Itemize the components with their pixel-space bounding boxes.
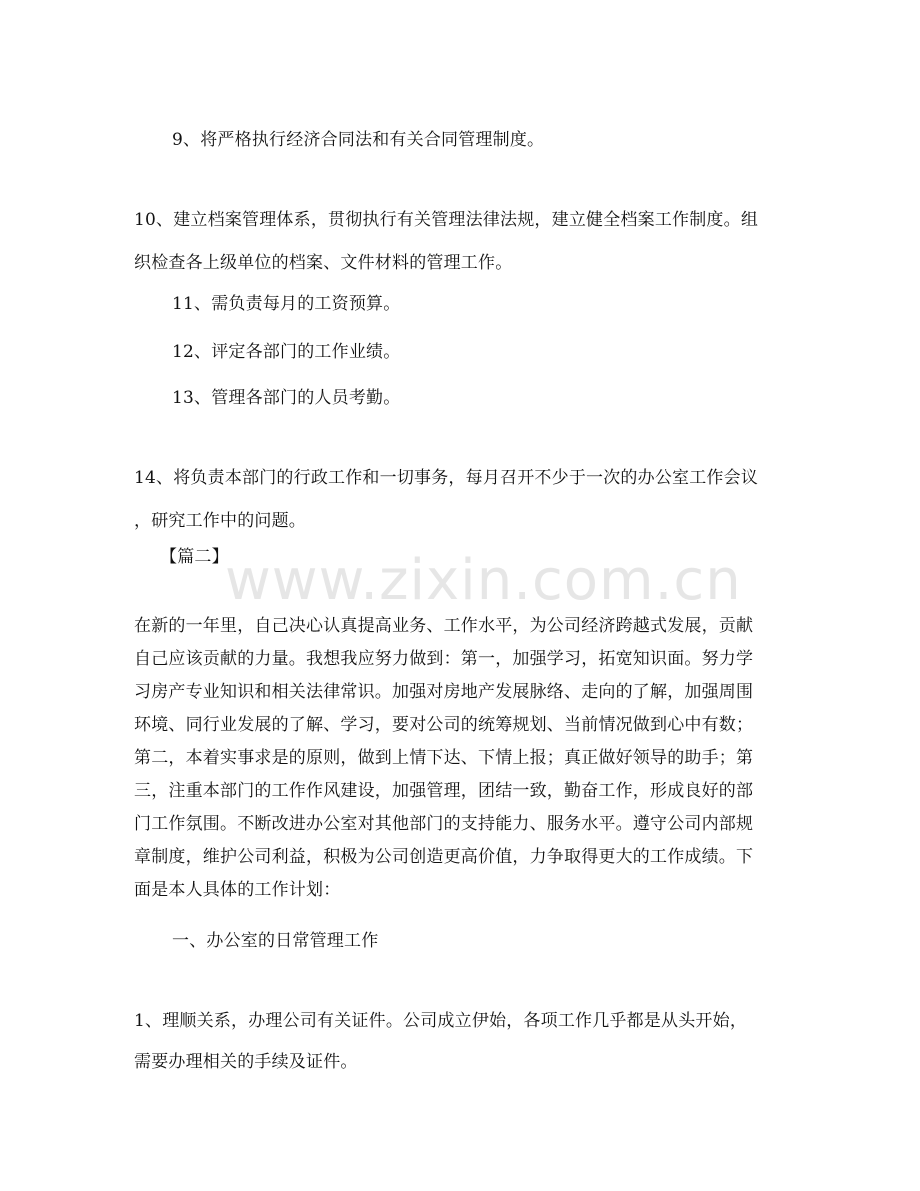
subheading: 一、办公室的日常管理工作: [172, 931, 379, 951]
paragraph-line: 在新的一年里，自己决心认真提高业务、工作水平，为公司经济跨越式发展，贡献: [134, 616, 754, 636]
paragraph-line: 门工作氛围。不断改进办公室对其他部门的支持能力、服务水平。遵守公司内部规: [134, 814, 754, 834]
list-item-14-line-2: ，研究工作中的问题。: [134, 511, 306, 531]
list-item-11: 11、需负责每月的工资预算。: [172, 294, 401, 314]
paragraph-line: 第二，本着实事求是的原则，做到上情下达、下情上报；真正做好领导的助手；第: [134, 748, 754, 768]
paragraph-line: 章制度，维护公司利益，积极为公司创造更高价值，力争取得更大的工作成绩。下: [134, 847, 754, 867]
point-1-line-2: 需要办理相关的手续及证件。: [134, 1052, 358, 1072]
list-item-12: 12、评定各部门的工作业绩。: [172, 342, 401, 362]
list-item-9: 9、将严格执行经济合同法和有关合同管理制度。: [172, 130, 545, 150]
paragraph-line: 环境、同行业发展的了解、学习，要对公司的统筹规划、当前情况做到心中有数；: [134, 715, 754, 735]
list-item-10-line-2: 织检查各上级单位的档案、文件材料的管理工作。: [134, 253, 513, 273]
paragraph-line: 面是本人具体的工作计划：: [134, 880, 341, 900]
paragraph-line: 自己应该贡献的力量。我想我应努力做到：第一，加强学习，拓宽知识面。努力学: [134, 649, 754, 669]
list-item-14-line-1: 14、将负责本部门的行政工作和一切事务，每月召开不少于一次的办公室工作会议: [134, 468, 759, 488]
paragraph-line: 三，注重本部门的工作作风建设，加强管理，团结一致，勤奋工作，形成良好的部: [134, 781, 754, 801]
watermark: www.zixin.com.cn: [225, 548, 742, 613]
list-item-10-line-1: 10、建立档案管理体系，贯彻执行有关管理法律法规，建立健全档案工作制度。组: [134, 210, 759, 230]
paragraph-line: 习房产专业知识和相关法律常识。加强对房地产发展脉络、走向的了解，加强周围: [134, 682, 754, 702]
point-1-line-1: 1、理顺关系，办理公司有关证件。公司成立伊始，各项工作几乎都是从头开始，: [134, 1011, 748, 1031]
section-heading: 【篇二】: [160, 547, 229, 567]
list-item-13: 13、管理各部门的人员考勤。: [172, 388, 401, 408]
